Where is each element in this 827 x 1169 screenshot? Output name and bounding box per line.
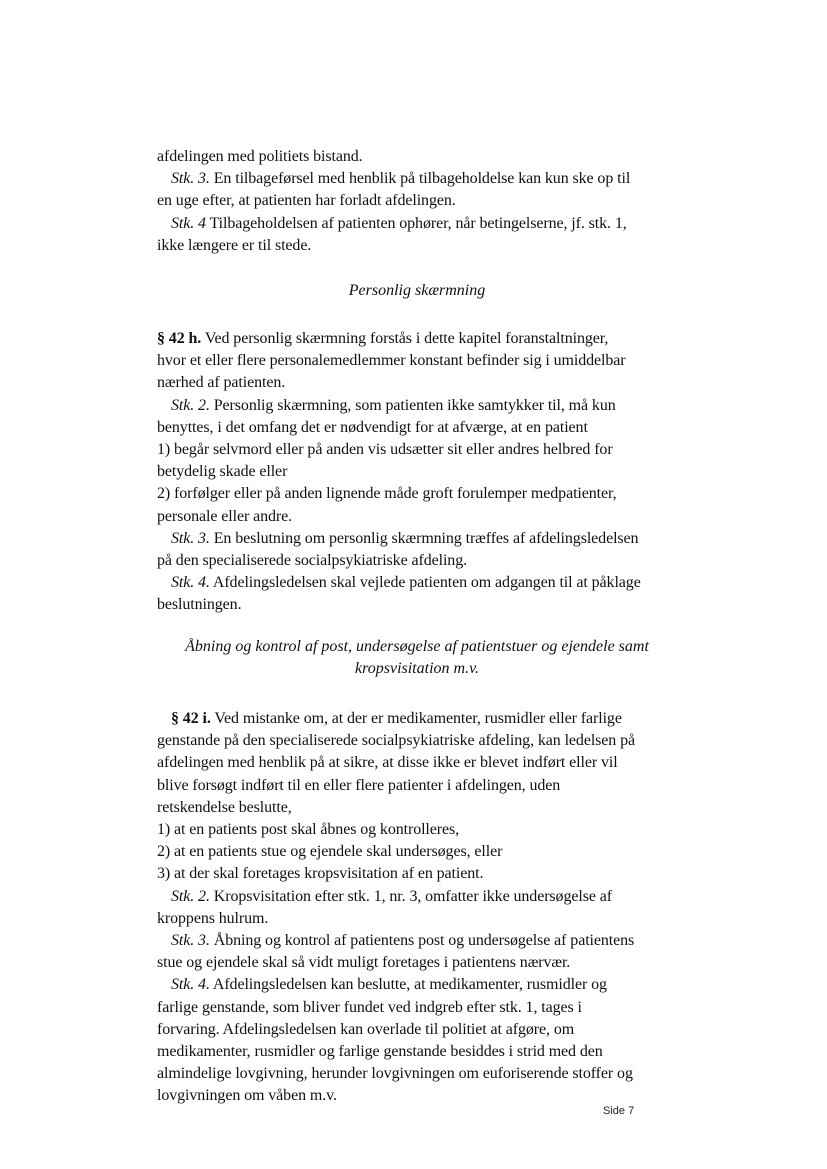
section-heading-personlig-skaermning: Personlig skærmning — [348, 282, 486, 299]
text-line: Ved mistanke om, at der er medikamenter, rusmidler eller farlige — [210, 710, 622, 727]
text-line: kroppens hulrum. — [157, 909, 269, 927]
page-number: Side 7 — [603, 1105, 635, 1117]
text-line: forvaring. Afdelingsledelsen kan overlade til politiet at afgøre, om — [157, 1020, 575, 1038]
stk3-paragraph — [157, 528, 677, 550]
list-item: 3) at der skal foretages kropsvisitation af en patient. — [157, 865, 484, 883]
text-line: Kropsvisitation efter stk. 1, nr. 3, omfatter ikke undersøgelse af — [209, 887, 612, 905]
text-line: En tilbageførsel med henblik på tilbageholdelse kan kun ske op til — [209, 170, 631, 188]
text-line: blive forsøgt indført til en eller flere patienter i afdelingen, uden — [157, 776, 561, 794]
section-42h-intro — [157, 328, 677, 350]
stk-label: Stk. 3. — [171, 529, 210, 547]
section-42i — [157, 708, 677, 1108]
heading-line: kropsvisitation m.v. — [355, 660, 479, 677]
section-42i-intro — [157, 708, 677, 730]
text-line: Åbning og kontrol af patientens post og undersøgelse af patientens — [209, 932, 635, 950]
text-line: almindelige lovgivning, herunder lovgivningen om euforiserende stoffer og — [157, 1065, 633, 1083]
text-line: Ved personlig skærmning forstås i dette kapitel foranstaltninger, — [201, 330, 609, 347]
section-number: § 42 i. — [171, 710, 211, 727]
text-line: Personlig skærmning, som patienten ikke samtykker til, må kun — [209, 396, 616, 414]
stk-label: Stk. 4. — [171, 976, 210, 994]
heading-line: Åbning og kontrol af post, undersøgelse af patientstuer og ejendele samt — [185, 638, 649, 655]
section-heading-aabning-og-kontrol — [157, 636, 677, 680]
text-line: farlige genstande, som bliver fundet ved indgreb efter stk. 1, tages i — [157, 998, 582, 1016]
section-number: § 42 h. — [157, 330, 202, 347]
stk2-paragraph — [157, 395, 677, 417]
section-42h — [157, 328, 677, 617]
text-line: afdelingen med politiets bistand. — [157, 148, 363, 165]
text-line: lovgivningen om våben m.v. — [157, 1087, 337, 1105]
text-line: på den specialiserede socialpsykiatriske afdeling. — [157, 552, 467, 570]
text-line: genstande på den specialiserede socialpsykiatriske afdeling, kan ledelsen på — [157, 732, 635, 750]
stk4-paragraph — [157, 213, 677, 235]
list-item: 2) at en patients stue og ejendele skal undersøges, eller — [157, 843, 503, 861]
stk3-paragraph — [157, 930, 677, 952]
text-line: betydelig skade eller — [157, 463, 288, 481]
stk4-paragraph — [157, 572, 677, 594]
stk-label: Stk. 4 — [171, 214, 206, 232]
text-line: Afdelingsledelsen skal vejlede patienten om adgangen til at påklage — [209, 574, 641, 592]
list-item: 2) forfølger eller på anden lignende måde groft forulemper medpatienter, — [157, 485, 617, 503]
stk-label: Stk. 2. — [171, 887, 210, 905]
list-item: 1) begår selvmord eller på anden vis udsætter sit eller andres helbred for — [157, 441, 613, 459]
stk-label: Stk. 2. — [171, 396, 210, 414]
text-line: Afdelingsledelsen kan beslutte, at medikamenter, rusmidler og — [209, 976, 607, 994]
text-line: benyttes, i det omfang det er nødvendigt for at afværge, at en patient — [157, 418, 588, 436]
stk4-paragraph — [157, 974, 677, 996]
continuation-paragraph — [157, 146, 677, 257]
text-line: afdelingen med henblik på at sikre, at disse ikke er blevet indført eller vil — [157, 754, 618, 772]
stk-label: Stk. 3. — [171, 170, 210, 188]
stk3-paragraph — [157, 168, 677, 190]
text-line: hvor et eller flere personalemedlemmer konstant befinder sig i umiddelbar — [157, 352, 626, 370]
text-line: medikamenter, rusmidler og farlige genstande besiddes i strid med den — [157, 1043, 603, 1061]
text-line: Tilbageholdelsen af patienten ophører, når betingelserne, jf. stk. 1, — [205, 214, 627, 232]
stk-label: Stk. 3. — [171, 932, 210, 950]
text-line: nærhed af patienten. — [157, 374, 286, 392]
text-line: ikke længere er til stede. — [157, 236, 312, 254]
list-item: 1) at en patients post skal åbnes og kontrolleres, — [157, 821, 460, 839]
text-line: retskendelse beslutte, — [157, 798, 292, 816]
text-line: personale eller andre. — [157, 507, 293, 525]
stk2-paragraph — [157, 886, 677, 908]
text-line: beslutningen. — [157, 596, 242, 614]
text-line: En beslutning om personlig skærmning træffes af afdelingsledelsen — [209, 529, 639, 547]
stk-label: Stk. 4. — [171, 574, 210, 592]
text-line: en uge efter, at patienten har forladt afdelingen. — [157, 192, 456, 210]
text-line: stue og ejendele skal så vidt muligt foretages i patientens nærvær. — [157, 954, 571, 972]
